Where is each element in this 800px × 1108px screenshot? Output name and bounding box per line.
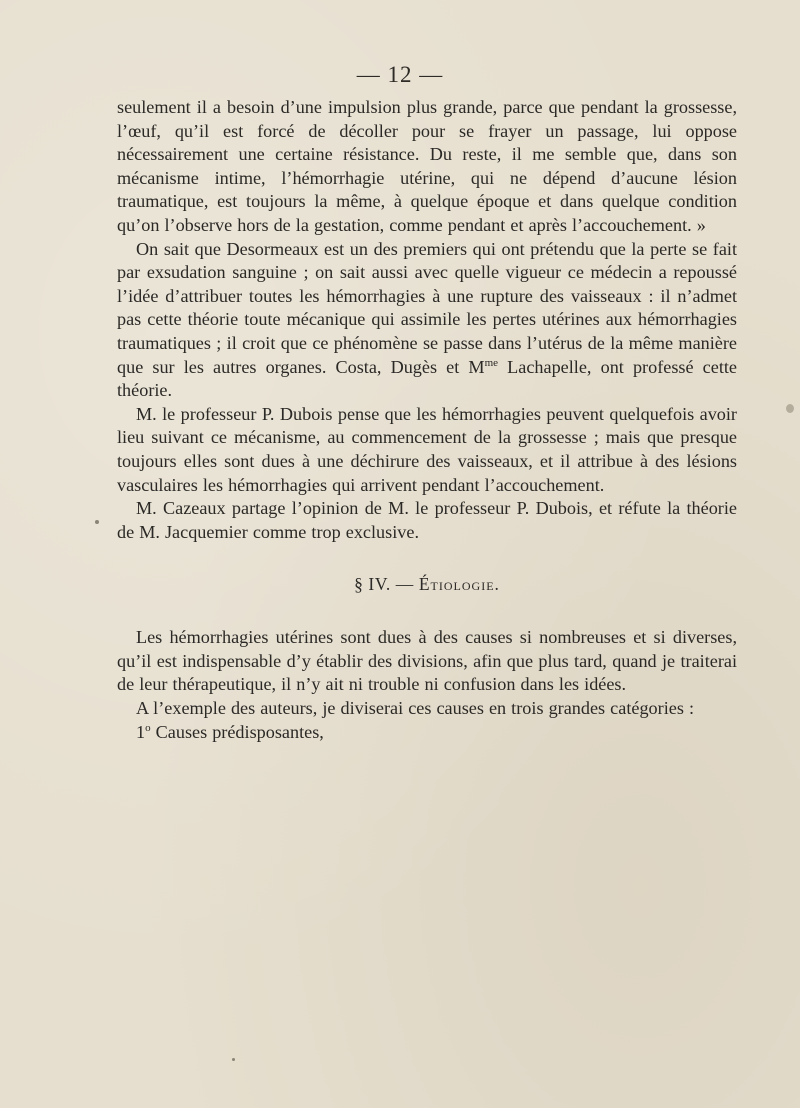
paper-speck xyxy=(786,404,794,413)
paragraph-text: Lachapelle, ont professé cette théorie. xyxy=(117,356,737,401)
paper-speck xyxy=(232,1058,235,1061)
paragraph-categories: A l’exemple des auteurs, je diviserai ces causes en trois grandes catégories : xyxy=(136,698,694,719)
body-text xyxy=(117,96,737,744)
paragraph-desormeaux xyxy=(117,238,737,403)
list-number: 1 xyxy=(136,721,146,742)
section-heading xyxy=(117,573,737,595)
paragraph-cazeaux: M. Cazeaux partage l’opinion de M. le professeur P. Dubois, et réfute la théorie de M. Jacquemier comme trop exclusive. xyxy=(117,498,737,542)
paragraph-text: On sait que Desormeaux est un des premiers qui ont prétendu que la perte se fait par exsudation sanguine ; on sait aussi avec quelle vigueur ce médecin a repoussé l’idée d’attribuer toutes les hémorrhagies à une rupture des vaisseaux : il n’admet pas cette théorie toute mécanique qui assimile les pertes utérines aux hémorrhagies traumatiques ; il croit que ce phénomène se passe dans l’utérus de la même manière que sur les autres organes. Costa, Dugès et M xyxy=(117,238,737,377)
superscript-me: me xyxy=(484,356,499,369)
section-title: Étiologie. xyxy=(418,574,500,595)
section-number: § IV. — xyxy=(354,574,419,595)
paragraph-continuation: seulement il a besoin d’une impulsion plus grande, parce que pendant la grossesse, l’œuf, qu’il est forcé de décoller pour se frayer un passage, lui oppose nécessairement une certaine résistance. Du reste, il me semble que, dans son mécanisme intime, l’hémorrhagie utérine, qui ne dépend d’aucune lésion traumatique, est toujours la même, à quelque époque et dans quelque condition qu’on l’observe hors de la gestation, comme pendant et après l’accouchement. » xyxy=(117,97,737,235)
list-text: Causes prédisposantes, xyxy=(150,721,324,742)
paragraph-causes: Les hémorrhagies utérines sont dues à des causes si nombreuses et si diverses, qu’il est indispensable d’y établir des divisions, afin que plus tard, quand je traiterai de leur thérapeutique, il n’y ait ni trouble ni confusion dans les idées. xyxy=(117,627,737,695)
list-item-predisposing xyxy=(117,721,737,745)
paper-speck xyxy=(95,520,99,524)
page-number: — 12 — xyxy=(356,62,444,87)
paragraph-dubois: M. le professeur P. Dubois pense que les hémorrhagies peuvent quelquefois avoir lieu suivant ce mécanisme, au commencement de la grossesse ; mais que presque toujours elles sont dues à une déchirure des vaisseaux, et il attribue à des lésions vasculaires les hémorrhagies qui arrivent pendant l’accouchement. xyxy=(117,403,737,495)
superscript-o: o xyxy=(145,721,151,734)
